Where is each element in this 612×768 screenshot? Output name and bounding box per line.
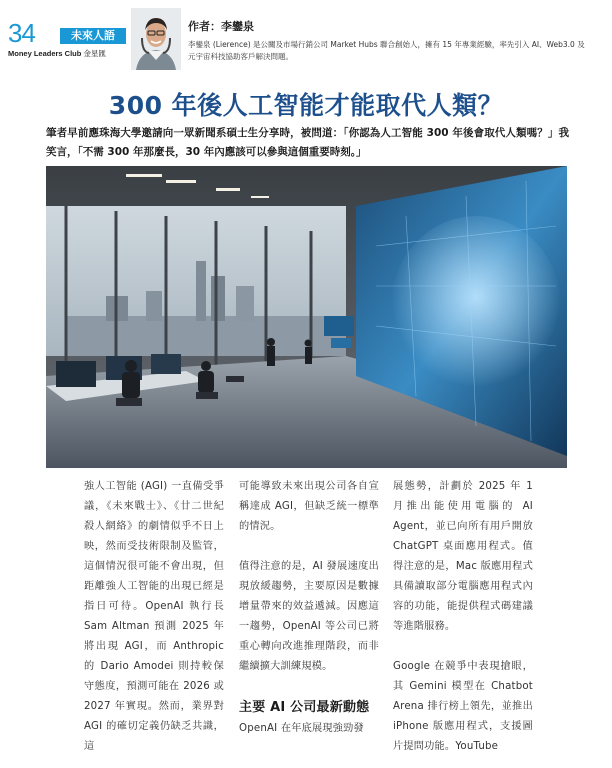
- paragraph: 可能導致未來出現公司各自宣稱達成 AGI，但缺乏統一標準的情況。: [239, 481, 379, 532]
- author-block: [188, 18, 592, 63]
- brand-suffix: 金星匯: [83, 49, 106, 58]
- paragraph: OpenAI 在年底展現強勁發: [239, 723, 364, 734]
- article-title: 300 年後人工智能才能取代人類？: [108, 91, 504, 120]
- author-bio: 李鑾泉 (Lierence) 是公關及市場行銷公司 Market Hubs 聯合創始人，擁有 15 年專業經驗，率先引入 AI、Web3.0 及元宇宙科技協助客戶解決問題。: [188, 40, 585, 61]
- brand-line: [8, 48, 106, 59]
- page-number: 34: [8, 18, 35, 48]
- column-tag: 未來人語: [60, 28, 126, 44]
- paragraph: Google 在競爭中表現搶眼，其 Gemini 模型在 Chatbot Arena 排行榜上領先，並推出 iPhone 版應用程式，支援圖片提問功能。YouTube: [393, 661, 533, 752]
- column-2: [239, 477, 379, 759]
- hero-image: [46, 166, 567, 468]
- paragraph: 值得注意的是，AI 發展速度出現放緩趨勢，主要原因是數據增量帶來的效益遞減。因應這一趨勢，OpenAI 等公司已將重心轉向改進推理階段，而非繼續擴大訓練規模。: [239, 561, 379, 672]
- brand-name: Money Leaders Club: [8, 49, 82, 58]
- author-name: 作者：李鑾泉: [188, 20, 254, 33]
- column-1: [84, 477, 224, 768]
- article-lead: 筆者早前應珠海大學邀請向一眾新聞系碩士生分享時，被問道：「你認為人工智能 300 年後會取代人類嗎？」我笑言，「不需 300 年那麼長，30 年內應該可以參與這個重要時刻。」: [46, 127, 569, 158]
- paragraph: 展態勢，計劃於 2025 年 1 月推出能使用電腦的 AI Agent，並已向所有用戶開放 ChatGPT 桌面應用程式。值得注意的是，Mac 版應用程式具備讀取部分電腦應用程式內容的功能，能提供程式碼建議等進階服務。: [393, 481, 533, 632]
- column-3: [393, 477, 533, 768]
- author-photo: [131, 8, 181, 70]
- section-heading: 主要 AI 公司最新動態: [239, 700, 370, 715]
- paragraph: 強人工智能 (AGI) 一直備受爭議，《未來戰士》、《廿二世紀殺人網絡》的劇情似乎不日上映，然而受技術限制及監管，這個情況很可能不會出現，但距離強人工智能的出現已經是指日可待。OpenAI 執行長 Sam Altman 預測 2025 年將出現 AGI，而 Anthropic 的 Dario Amodei 則持較保守態度，預測可能在 2026 或 2027 年實現。然而，業界對 AGI 的確切定義仍缺乏共識，這: [84, 481, 224, 752]
